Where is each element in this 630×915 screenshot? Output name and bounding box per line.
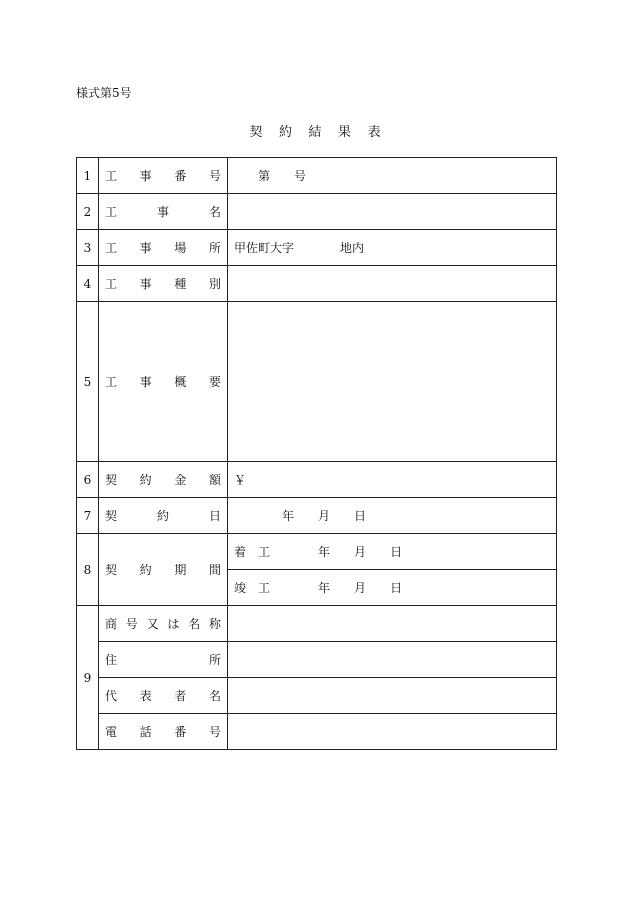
label-construction-name: 工 事 名 [99, 194, 228, 230]
row-number: 4 [77, 266, 99, 302]
row-number: 2 [77, 194, 99, 230]
row-address [77, 642, 557, 678]
label-representative: 代 表 者 名 [99, 678, 228, 714]
value-contract-amount[interactable]: ￥ [228, 462, 557, 498]
row-number: 9 [77, 606, 99, 750]
label-contract-period: 契 約 期 間 [99, 534, 228, 606]
row-number: 7 [77, 498, 99, 534]
row-company-name [77, 606, 557, 642]
label-construction-number: 工 事 番 号 [99, 158, 228, 194]
row-construction-number [77, 158, 557, 194]
value-construction-name[interactable] [228, 194, 557, 230]
row-representative [77, 678, 557, 714]
row-number: 1 [77, 158, 99, 194]
row-construction-type [77, 266, 557, 302]
row-construction-location [77, 230, 557, 266]
value-construction-summary[interactable] [228, 302, 557, 462]
label-construction-type: 工 事 種 別 [99, 266, 228, 302]
label-construction-summary: 工 事 概 要 [99, 302, 228, 462]
row-contract-period-start [77, 534, 557, 570]
start-label: 着 [234, 545, 247, 559]
row-contract-date [77, 498, 557, 534]
label-phone: 電 話 番 号 [99, 714, 228, 750]
contract-result-table [76, 157, 557, 750]
form-number-label: 様式第5号 [76, 86, 132, 100]
row-number: 6 [77, 462, 99, 498]
row-contract-amount [77, 462, 557, 498]
document-title: 契 約 結 果 表 [249, 125, 381, 140]
label-contract-date: 契 約 日 [99, 498, 228, 534]
row-construction-summary [77, 302, 557, 462]
value-company-name[interactable] [228, 606, 557, 642]
label-address: 住 所 [99, 642, 228, 678]
label-company-name: 商 号 又 は 名 称 [99, 606, 228, 642]
row-number: 8 [77, 534, 99, 606]
end-label: 竣 [234, 581, 247, 595]
value-construction-number[interactable]: 第 号 [228, 158, 557, 194]
value-phone[interactable] [228, 714, 557, 750]
row-number: 3 [77, 230, 99, 266]
row-construction-name [77, 194, 557, 230]
value-construction-location[interactable]: 甲佐町大字 地内 [228, 230, 557, 266]
value-end-date[interactable]: 竣 工 年 月 日 [228, 570, 557, 606]
value-start-date[interactable]: 着 工 年 月 日 [228, 534, 557, 570]
value-contract-date[interactable]: 年 月 日 [228, 498, 557, 534]
label-contract-amount: 契 約 金 額 [99, 462, 228, 498]
value-representative[interactable] [228, 678, 557, 714]
row-number: 5 [77, 302, 99, 462]
label-construction-location: 工 事 場 所 [99, 230, 228, 266]
value-construction-type[interactable] [228, 266, 557, 302]
row-phone [77, 714, 557, 750]
value-address[interactable] [228, 642, 557, 678]
